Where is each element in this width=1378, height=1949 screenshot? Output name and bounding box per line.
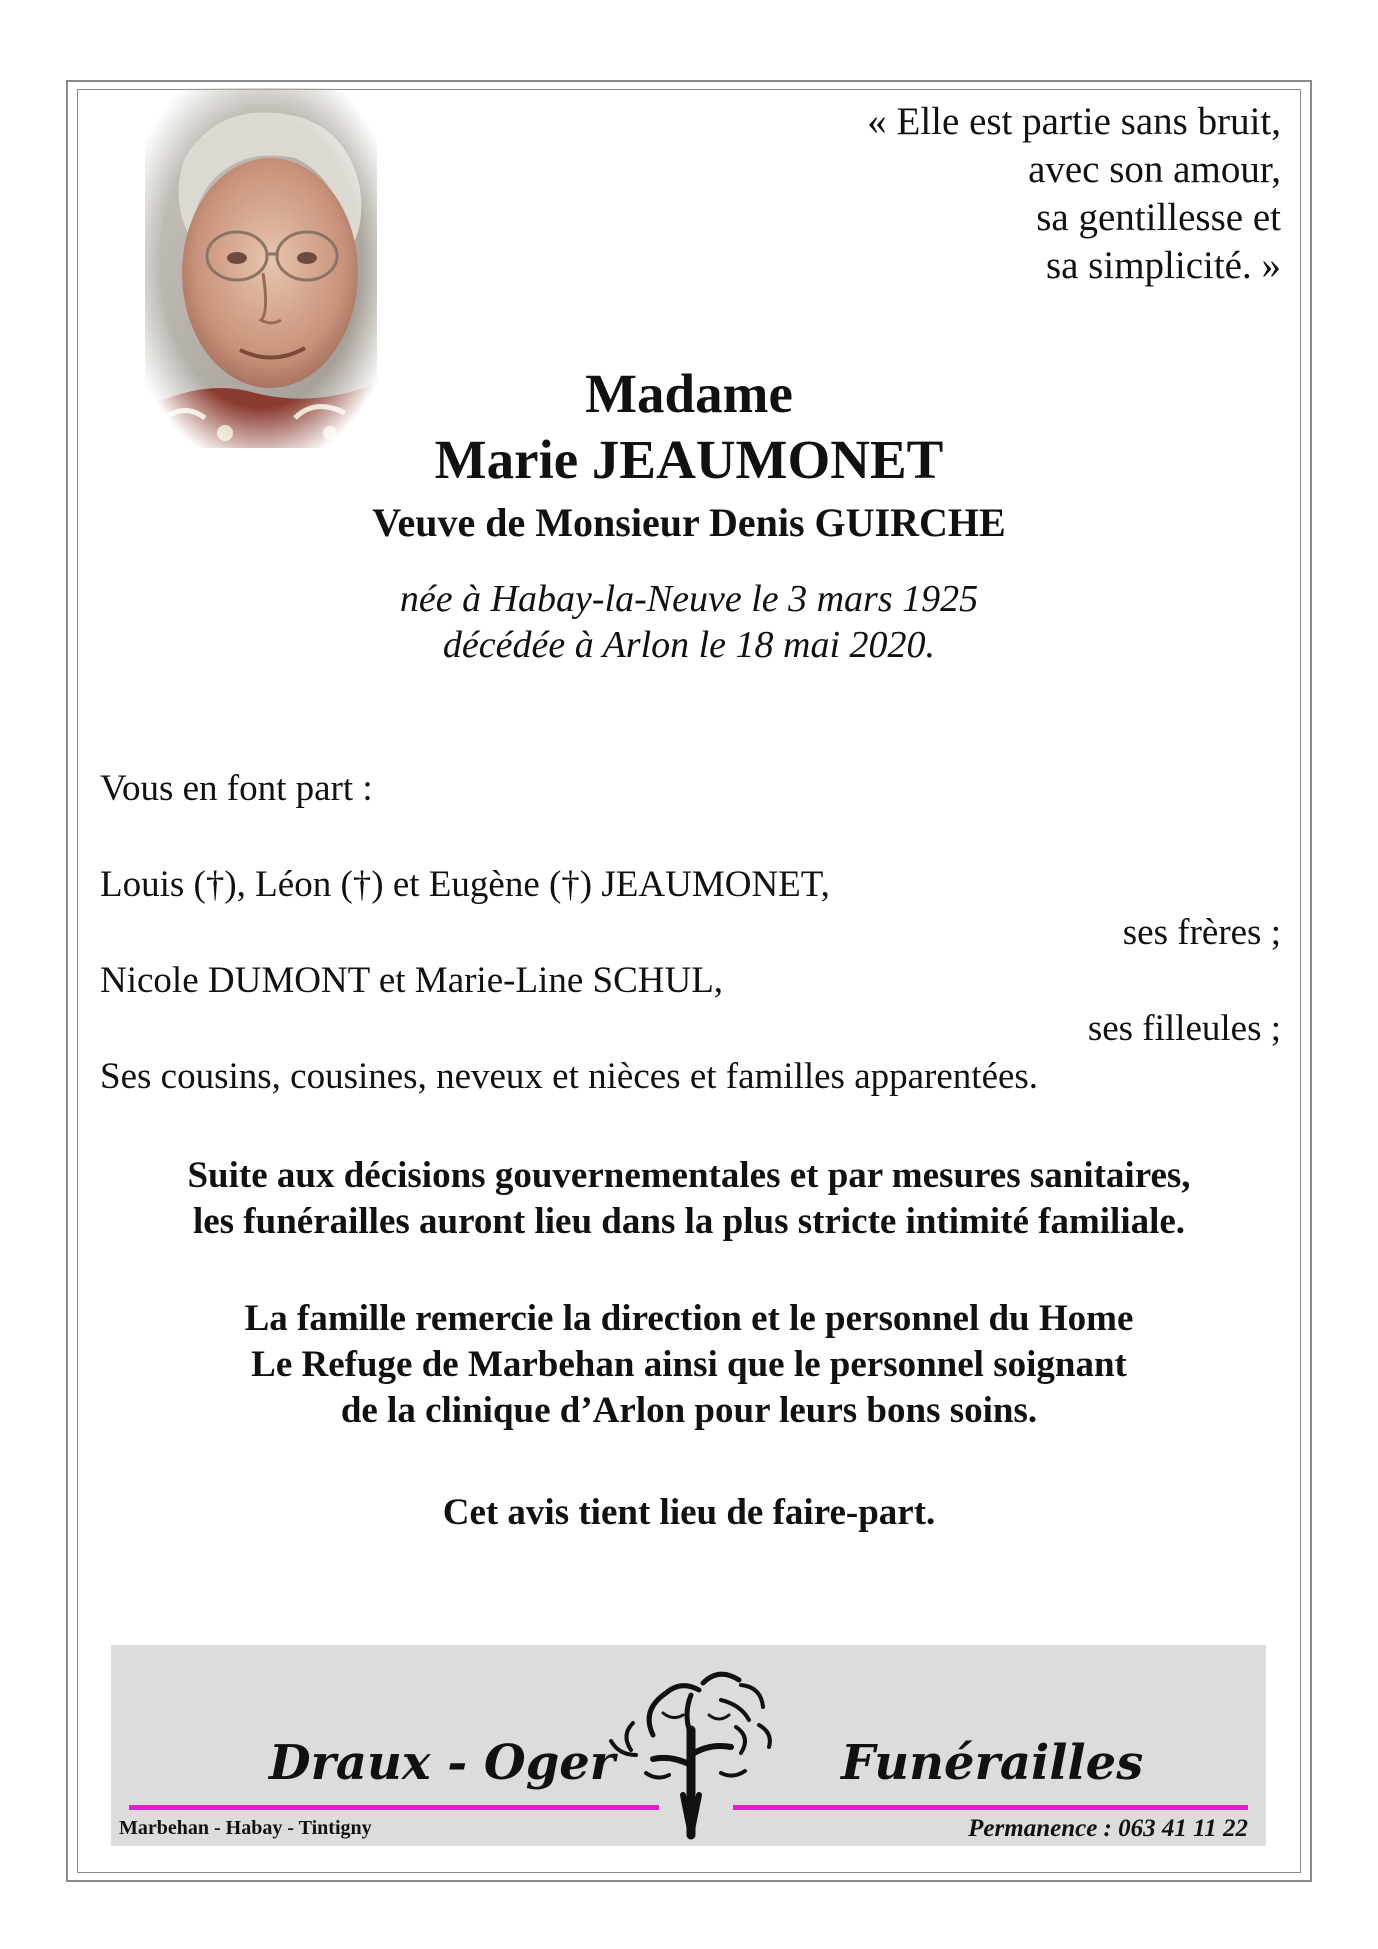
brothers-relation: ses frères ; xyxy=(1122,912,1281,953)
notice-line: de la clinique d’Arlon pour leurs bons soins. xyxy=(340,1390,1038,1431)
accent-divider-right xyxy=(733,1805,1248,1810)
closing-notice xyxy=(77,1490,1301,1536)
quote-line: sa simplicité. » xyxy=(1045,244,1281,287)
notice-line: La famille remercie la direction et le personnel du Home xyxy=(244,1298,1134,1339)
funeral-home-towns: Marbehan - Habay - Tintigny xyxy=(119,1817,372,1839)
epitaph-quote xyxy=(761,98,1281,290)
goddaughters-names: Nicole DUMONT et Marie-Line SCHUL, xyxy=(100,960,724,1001)
notice-line: Le Refuge de Marbehan ainsi que le personnel soignant xyxy=(251,1344,1127,1385)
relatives-line: Ses cousins, cousines, neveux et nièces et familles apparentées. xyxy=(100,1056,1039,1097)
quote-line: sa gentillesse et xyxy=(1036,196,1281,239)
notice-line: les funérailles auront lieu dans la plus stricte intimité familiale. xyxy=(192,1201,1186,1242)
sanitary-notice xyxy=(77,1153,1301,1245)
notice-line: Suite aux décisions gouvernementales et par mesures sanitaires, xyxy=(187,1155,1191,1196)
birth-line: née à Habay-la-Neuve le 3 mars 1925 xyxy=(399,578,979,620)
permanence-phone: Permanence : 063 41 11 22 xyxy=(968,1815,1248,1842)
closing-line: Cet avis tient lieu de faire-part. xyxy=(442,1492,936,1533)
thanks-notice xyxy=(77,1296,1301,1434)
deceased-name: Marie JEAUMONET xyxy=(434,429,944,490)
funeral-home-service: Funérailles xyxy=(841,1735,1144,1791)
tree-icon xyxy=(591,1655,791,1840)
quote-line: avec son amour, xyxy=(1028,148,1281,191)
quote-line: « Elle est partie sans bruit, xyxy=(867,100,1281,143)
widow-of: Veuve de Monsieur Denis GUIRCHE xyxy=(372,500,1006,545)
deceased-title: Madame xyxy=(585,363,793,424)
brothers-names: Louis (†), Léon (†) et Eugène (†) JEAUMONET, xyxy=(100,864,830,905)
announcement-intro: Vous en font part : xyxy=(100,768,373,809)
death-line: décédée à Arlon le 18 mai 2020. xyxy=(442,624,936,666)
funeral-home-name: Draux - Oger xyxy=(269,1735,616,1791)
accent-divider-left xyxy=(129,1805,659,1810)
funeral-home-banner xyxy=(111,1645,1266,1846)
goddaughters-relation: ses filleules ; xyxy=(1087,1008,1281,1049)
